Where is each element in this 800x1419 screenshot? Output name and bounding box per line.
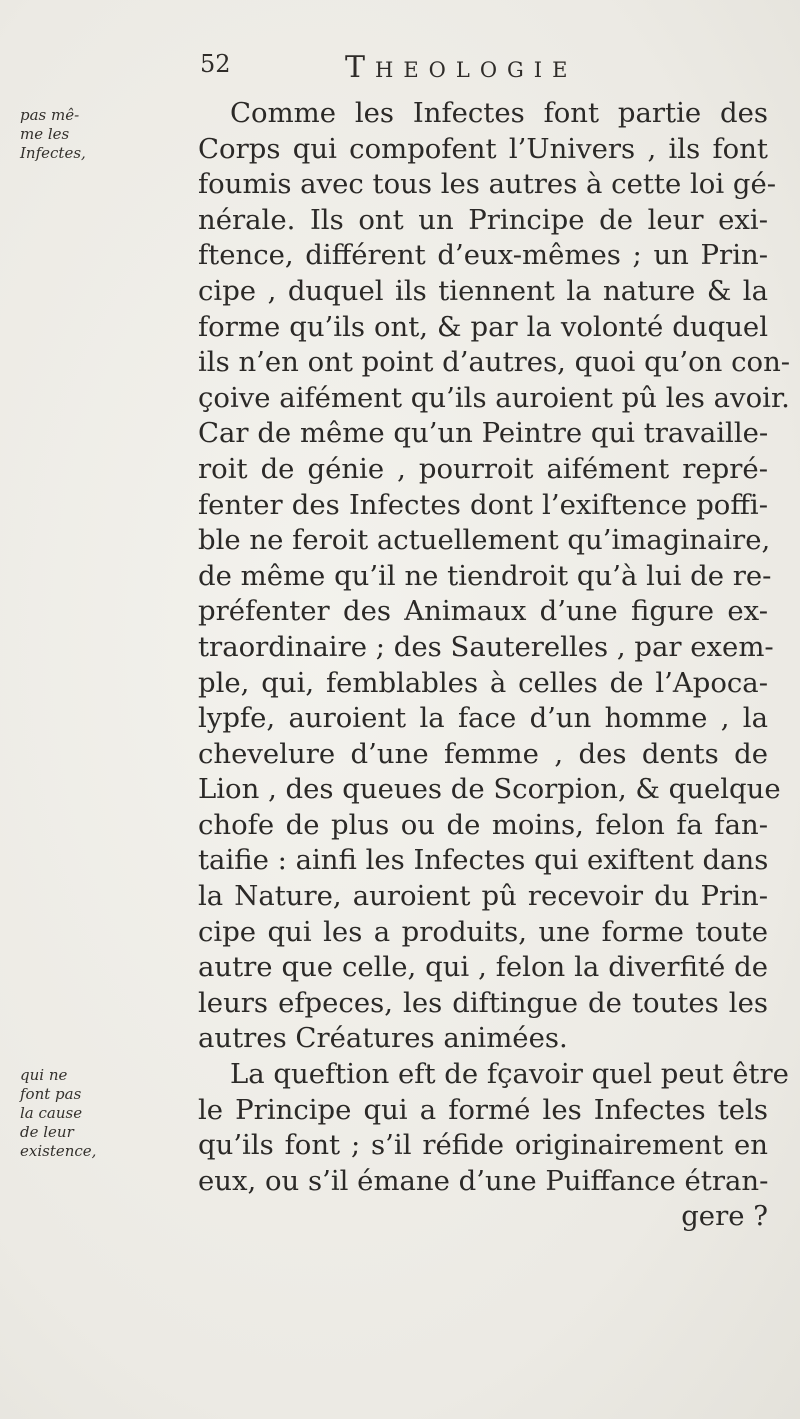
- text-line: cipe qui les a produits, une forme toute: [198, 915, 768, 948]
- margin-note-line: pas mê-: [20, 106, 80, 124]
- text-line: ple, qui, femblables à celles de l’Apoca-: [198, 666, 768, 699]
- running-head: Theologie: [345, 50, 578, 85]
- text-line: autre que celle, qui , felon la diverfité de: [198, 951, 768, 984]
- margin-note-line: existence,: [20, 1142, 97, 1160]
- text-line: la Nature, auroient pû recevoir du Prin-: [198, 880, 768, 913]
- text-line: forme qu’ils ont, & par la volonté duquel: [198, 310, 768, 343]
- margin-note-line: Infectes,: [20, 144, 86, 162]
- text-line: ftence, différent d’eux-mêmes ; un Prin-: [198, 239, 768, 272]
- text-line: le Principe qui a formé les Infectes tels: [198, 1093, 768, 1126]
- margin-note-2: [20, 1066, 170, 1161]
- text-line: lypfe, auroient la face d’un homme , la: [198, 702, 768, 735]
- margin-note-line: me les: [20, 125, 70, 143]
- text-line: La queftion eft de fçavoir quel peut être: [230, 1058, 789, 1091]
- text-line: çoive aifément qu’ils auroient pû les avoir.: [198, 381, 790, 414]
- margin-note-line: la cause: [20, 1104, 83, 1122]
- body-text: [198, 96, 791, 1235]
- text-line: cipe , duquel ils tiennent la nature & la: [198, 274, 768, 307]
- page-number: 52: [200, 50, 231, 78]
- text-line: Comme les Infectes font partie des: [230, 97, 768, 129]
- text-line: ble ne feroit actuellement qu’imaginaire,: [198, 524, 771, 557]
- text-line: Car de même qu’un Peintre qui travaille-: [198, 417, 769, 450]
- text-line: chofe de plus ou de moins, felon fa fan-: [198, 808, 768, 841]
- text-line: roit de génie , pourroit aifément repré-: [198, 452, 768, 485]
- text-line: de même qu’il ne tiendroit qu’à lui de re-: [198, 559, 772, 592]
- margin-note-line: qui ne: [20, 1066, 68, 1084]
- margin-note-line: font pas: [20, 1085, 82, 1103]
- text-line: Corps qui compofent l’Univers , ils font: [198, 132, 768, 165]
- text-line: ils n’en ont point d’autres, quoi qu’on con-: [198, 346, 791, 379]
- text-line: foumis avec tous les autres à cette loi gé-: [198, 168, 777, 201]
- text-line: fenter des Infectes dont l’exiftence poffi-: [198, 488, 768, 521]
- text-line: taifie : ainfi les Infectes qui exiftent dans: [198, 844, 769, 877]
- text-line: traordinaire ; des Sauterelles , par exem-: [198, 630, 774, 663]
- text-line: eux, ou s’il émane d’une Puiffance étran-: [198, 1164, 769, 1197]
- margin-note-1: [20, 106, 170, 163]
- text-line: autres Créatures animées.: [198, 1022, 568, 1055]
- margin-note-line: de leur: [20, 1123, 74, 1141]
- text-line: nérale. Ils ont un Principe de leur exi-: [198, 203, 768, 236]
- text-line: qu’ils font ; s’il réfide originairement en: [198, 1129, 768, 1162]
- text-line: préfenter des Animaux d’une figure ex-: [198, 595, 768, 628]
- text-line: leurs efpeces, les diftingue de toutes les: [198, 986, 768, 1019]
- text-line: Lion , des queues de Scorpion, & quelque: [198, 773, 781, 806]
- text-line: chevelure d’une femme , des dents de: [198, 737, 768, 770]
- text-line: gere ?: [681, 1200, 768, 1233]
- page-header: [0, 50, 800, 100]
